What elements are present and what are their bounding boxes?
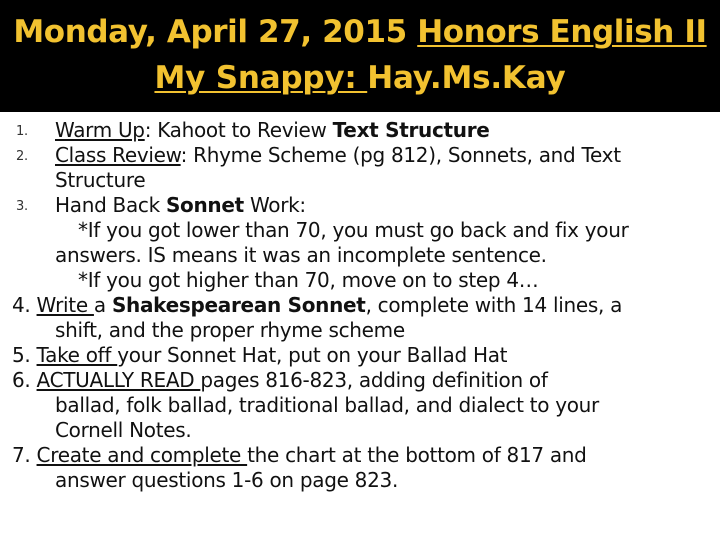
agenda-item-3 — [55, 193, 306, 217]
item-1-label: Warm Up — [55, 118, 145, 142]
item-2-text: : Rhyme Scheme (pg 812), Sonnets, and Text — [180, 143, 621, 167]
agenda-item-7 — [12, 443, 587, 467]
item-6-label: ACTUALLY READ — [36, 368, 201, 392]
item-6-continuation-1: ballad, folk ballad, traditional ballad, and dialect to your — [55, 393, 599, 417]
course-title: Honors English II — [417, 14, 707, 50]
item-7-label: Create and complete — [36, 443, 248, 467]
item-2-label: Class Review — [55, 143, 181, 167]
item-1-number: 1. — [16, 124, 28, 139]
item-7-continuation: answer questions 1-6 on page 823. — [55, 468, 399, 492]
item-3-number: 3. — [16, 199, 28, 214]
item-5-text: your Sonnet Hat, put on your Ballad Hat — [117, 343, 508, 367]
item-6-number: 6. — [12, 368, 37, 392]
item-6-text-a: pages 816-823, adding definition of — [200, 368, 548, 392]
item-5-label: Take off — [36, 343, 118, 367]
item-3-text-a: Hand Back — [55, 193, 166, 217]
item-4-bold: Shakespearean Sonnet — [111, 293, 366, 317]
item-7-number: 7. — [12, 443, 37, 467]
item-3-note-1: *If you got lower than 70, you must go back and fix your — [78, 218, 629, 242]
agenda-item-2 — [55, 143, 621, 167]
agenda-list — [0, 112, 720, 540]
item-1-text: : Kahoot to Review — [144, 118, 333, 142]
snappy-name: Hay.Ms.Kay — [367, 60, 566, 96]
item-3-note-2: *If you got higher than 70, move on to step 4… — [78, 268, 539, 292]
title-banner — [0, 0, 720, 112]
item-4-text-b: , complete with 14 lines, a — [365, 293, 623, 317]
agenda-item-4 — [12, 293, 622, 317]
item-6-continuation-2: Cornell Notes. — [55, 418, 192, 442]
agenda-item-6 — [12, 368, 548, 392]
item-4-number: 4. — [12, 293, 37, 317]
agenda-item-1 — [55, 118, 490, 142]
title-line-2 — [0, 60, 720, 96]
item-3-note-1-continuation: answers. IS means it was an incomplete sentence. — [55, 243, 547, 267]
item-4-continuation: shift, and the proper rhyme scheme — [55, 318, 405, 342]
item-4-text-a: a — [93, 293, 112, 317]
snappy-label: My Snappy: — [154, 60, 368, 96]
item-7-text-a: the chart at the bottom of 817 and — [247, 443, 587, 467]
agenda-item-5 — [12, 343, 507, 367]
item-4-label: Write — [36, 293, 94, 317]
item-5-number: 5. — [12, 343, 37, 367]
item-2-continuation: Structure — [55, 168, 146, 192]
item-3-text-b: Work: — [243, 193, 306, 217]
date-text: Monday, April 27, 2015 — [13, 14, 407, 50]
title-line-1 — [0, 14, 720, 50]
item-2-number: 2. — [16, 149, 28, 164]
item-1-bold: Text Structure — [332, 118, 490, 142]
item-3-bold: Sonnet — [165, 193, 244, 217]
